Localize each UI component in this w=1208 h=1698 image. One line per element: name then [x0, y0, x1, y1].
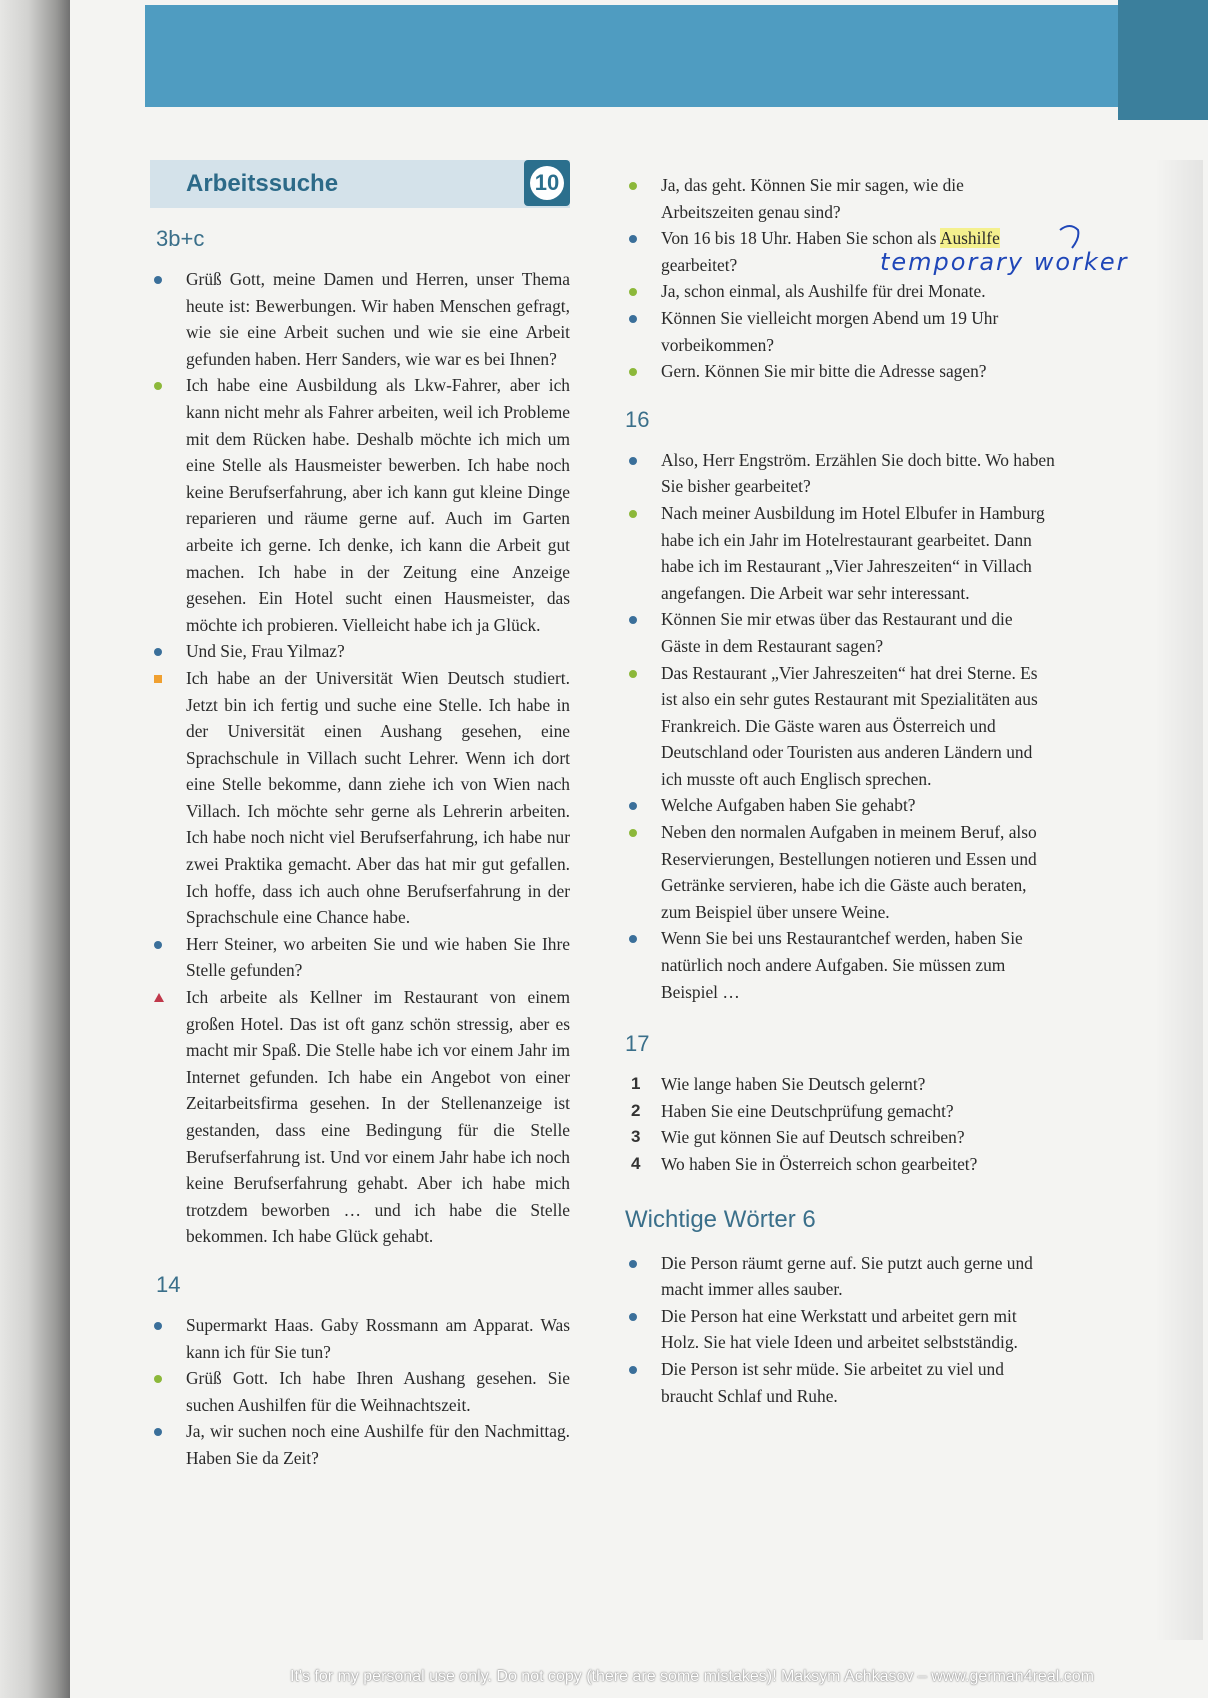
watermark-footer: It's for my personal use only. Do not copy (there are some mistakes)! Maksym Achkasov – www.german4real.com	[290, 1668, 1094, 1685]
bullet-icon	[629, 1313, 637, 1321]
bullet-icon	[629, 1260, 637, 1268]
bullet-icon	[629, 670, 637, 678]
list-item: Und Sie, Frau Yilmaz?	[150, 638, 570, 665]
left-column	[150, 160, 570, 1472]
exercise-label-3bc: 3b+c	[156, 226, 205, 251]
list-item: Die Person räumt gerne auf. Sie putzt auch gerne und macht immer alles sauber.	[625, 1250, 1055, 1303]
bullet-icon	[154, 276, 162, 284]
bullet-icon	[629, 510, 637, 518]
numbered-item: 1 Wie lange haben Sie Deutsch gelernt?	[631, 1074, 926, 1095]
exercise-label-16: 16	[625, 406, 650, 432]
bullet-icon	[629, 1366, 637, 1374]
list-item: Neben den normalen Aufgaben in meinem Beruf, also Reservierungen, Bestellungen notieren und Essen und Getränke servieren, habe ich die Gäste auch beraten, zum Beispiel über unsere Weine.	[625, 819, 1055, 925]
page-edge-shading	[1155, 160, 1203, 1640]
numbered-item: 2 Haben Sie eine Deutschprüfung gemacht?	[631, 1100, 954, 1121]
exercise-label-17: 17	[625, 1031, 650, 1057]
bullet-icon	[629, 288, 637, 296]
list-item: Welche Aufgaben haben Sie gehabt?	[625, 792, 1055, 819]
list-item: Gern. Können Sie mir bitte die Adresse sagen?	[625, 358, 1055, 385]
handwritten-note: temporary worker	[880, 248, 1129, 276]
wichtige-woerter-heading: Wichtige Wörter 6	[625, 1205, 816, 1233]
exercise-label-14: 14	[156, 1271, 181, 1297]
bullet-icon	[629, 457, 637, 465]
list-item: Das Restaurant „Vier Jahreszeiten“ hat drei Sterne. Es ist also ein sehr gutes Restaurant mit Spezialitäten aus Frankreich. Die Gäste waren aus Österreich und Deutschland oder Touristen aus anderen Ländern und ich musste oft auch Englisch sprechen.	[625, 660, 1055, 793]
bullet-icon	[629, 315, 637, 323]
list-item: Ich habe eine Ausbildung als Lkw-Fahrer, aber ich kann nicht mehr als Fahrer arbeiten, weil ich Probleme mit dem Rücken habe. Deshalb möchte ich mich um eine Stelle als Hausmeister bewerben. Ich habe noch keine Berufserfahrung, aber ich kann gut kleine Dinge reparieren und räume gerne auf. Auch im Garten arbeite ich gerne. Ich denke, ich kann die Arbeit gut machen. Ich habe in der Zeitung eine Anzeige gesehen. Ein Hotel sucht einen Hausmeister, das möchte ich probieren. Vielleicht habe ich ja Glück.	[150, 372, 570, 638]
wichtige-woerter-list	[625, 1250, 1055, 1410]
triangle-bullet-icon	[154, 993, 164, 1002]
list-item: Die Person ist sehr müde. Sie arbeitet zu viel und braucht Schlaf und Ruhe.	[625, 1356, 1055, 1409]
list-item: Von 16 bis 18 Uhr. Haben Sie schon als Aushilfe gearbeitet?	[625, 225, 1055, 278]
list-item: Grüß Gott, meine Damen und Herren, unser Thema heute ist: Bewerbungen. Wir haben Menschen gefragt, wie sie eine Arbeit suchen und wie sie eine Arbeit gefunden haben. Herr Sanders, wie war es bei Ihnen?	[150, 266, 570, 372]
exercise-17-list	[625, 1071, 1055, 1177]
highlighted-word: Aushilfe	[939, 228, 1000, 249]
numbered-item: 4 Wo haben Sie in Österreich schon gearbeitet?	[631, 1154, 978, 1174]
exercise-16-list	[625, 447, 1055, 1005]
square-bullet-icon	[154, 675, 162, 683]
list-item: Können Sie mir etwas über das Restaurant und die Gäste in dem Restaurant sagen?	[625, 606, 1055, 659]
bullet-icon	[154, 1322, 162, 1330]
bullet-icon	[629, 935, 637, 943]
list-item: Ja, wir suchen noch eine Aushilfe für den Nachmittag. Haben Sie da Zeit?	[150, 1418, 570, 1471]
right-column	[625, 172, 1055, 1409]
list-item: Können Sie vielleicht morgen Abend um 19 Uhr vorbeikommen?	[625, 305, 1055, 358]
bullet-icon	[629, 616, 637, 624]
bullet-icon	[154, 648, 162, 656]
bullet-icon	[629, 235, 637, 243]
list-item: Wenn Sie bei uns Restaurantchef werden, haben Sie natürlich noch andere Aufgaben. Sie müssen zum Beispiel …	[625, 925, 1055, 1005]
bullet-icon	[629, 182, 637, 190]
list-item: Ja, schon einmal, als Aushilfe für drei Monate.	[625, 278, 1055, 305]
bullet-icon	[629, 368, 637, 376]
header-band-edge	[1118, 0, 1208, 120]
list-item: Also, Herr Engström. Erzählen Sie doch bitte. Wo haben Sie bisher gearbeitet?	[625, 447, 1055, 500]
chapter-number: 10	[530, 166, 564, 200]
section-header	[150, 160, 570, 208]
page-fold-shadow	[0, 0, 70, 1698]
list-item: Ich arbeite als Kellner im Restaurant von einem großen Hotel. Das ist oft ganz schön stressig, aber es macht mir Spaß. Die Stelle habe ich vor einem Jahr im Internet gefunden. Ich habe ein Angebot von einer Zeitarbeitsfirma gesehen. In der Stellenanzeige ist gestanden, dass eine Bedingung für die Stelle Berufserfahrung ist. Und vor einem Jahr habe ich noch keine Berufserfahrung gehabt. Aber ich habe mich trotzdem beworben … und ich habe die Stelle bekommen. Ich habe Glück gehabt.	[150, 984, 570, 1250]
bullet-icon	[629, 829, 637, 837]
exercise-14-continued	[625, 172, 1055, 385]
bullet-icon	[154, 941, 162, 949]
numbered-item: 3 Wie gut können Sie auf Deutsch schreiben?	[631, 1127, 965, 1148]
exercise-14-list	[150, 1312, 570, 1472]
list-item: Herr Steiner, wo arbeiten Sie und wie haben Sie Ihre Stelle gefunden?	[150, 931, 570, 984]
bullet-icon	[154, 1375, 162, 1383]
bullet-icon	[154, 1428, 162, 1436]
bullet-icon	[629, 802, 637, 810]
exercise-3bc-list	[150, 266, 570, 1250]
handwritten-arrow-icon	[1058, 224, 1082, 250]
bullet-icon	[154, 382, 162, 390]
list-item: Nach meiner Ausbildung im Hotel Elbufer in Hamburg habe ich ein Jahr im Hotelrestaurant gearbeitet. Dann habe ich im Restaurant „Vier Jahreszeiten“ in Villach angefangen. Die Arbeit war sehr interessant.	[625, 500, 1055, 606]
list-item: Supermarkt Haas. Gaby Rossmann am Apparat. Was kann ich für Sie tun?	[150, 1312, 570, 1365]
chapter-badge	[524, 160, 570, 206]
section-title: Arbeitssuche	[186, 170, 339, 197]
list-item: Ja, das geht. Können Sie mir sagen, wie die Arbeitszeiten genau sind?	[625, 172, 1055, 225]
header-band	[145, 5, 1203, 107]
list-item: Ich habe an der Universität Wien Deutsch studiert. Jetzt bin ich fertig und suche eine Stelle. Ich habe in der Universität einen Aushang gesehen, eine Sprachschule in Villach sucht Lehrer. Wenn ich dort eine Stelle bekomme, dann ziehe ich von Wien nach Villach. Ich möchte sehr gerne als Lehrerin arbeiten. Ich habe noch nicht viel Berufserfahrung, ich habe nur zwei Praktika gemacht. Aber das hat mir gut gefallen. Ich hoffe, dass ich auch ohne Berufserfahrung in der Sprachschule eine Chance habe.	[150, 665, 570, 931]
list-item: Die Person hat eine Werkstatt und arbeitet gern mit Holz. Sie hat viele Ideen und arbeitet selbstständig.	[625, 1303, 1055, 1356]
list-item: Grüß Gott. Ich habe Ihren Aushang gesehen. Sie suchen Aushilfen für die Weihnachtszeit.	[150, 1365, 570, 1418]
